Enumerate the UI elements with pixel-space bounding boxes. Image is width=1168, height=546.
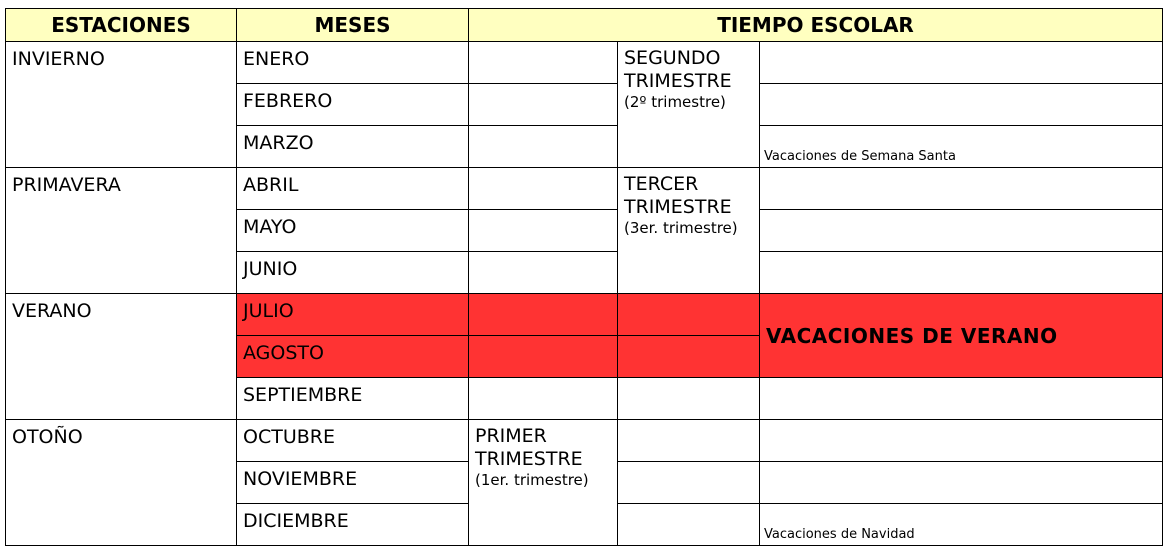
empty-cell [469,378,618,420]
note-vacaciones-verano: VACACIONES DE VERANO [760,294,1163,378]
month-septiembre: SEPTIEMBRE [237,378,469,420]
table-row [6,420,1163,462]
term-segundo-sub: (2º trimestre) [624,93,726,111]
month-julio: JULIO [237,294,469,336]
empty-cell [469,210,618,252]
empty-cell [469,42,618,84]
term-primer-sub: (1er. trimestre) [475,471,589,489]
empty-cell [618,504,760,546]
school-calendar-table [5,8,1163,546]
header-meses: MESES [237,9,469,42]
term-segundo [618,42,760,168]
month-noviembre: NOVIEMBRE [237,462,469,504]
month-octubre: OCTUBRE [237,420,469,462]
summer-cell [469,294,618,336]
table-row [6,168,1163,210]
month-agosto: AGOSTO [237,336,469,378]
header-row [6,9,1163,42]
empty-cell [760,420,1163,462]
note-semana-santa: Vacaciones de Semana Santa [760,126,1163,168]
term-tercer-line1: TERCER [624,173,699,195]
empty-cell [469,252,618,294]
month-marzo: MARZO [237,126,469,168]
term-tercer [618,168,760,294]
season-otono: OTOÑO [6,420,237,546]
note-navidad: Vacaciones de Navidad [760,504,1163,546]
term-segundo-line1: SEGUNDO [624,47,721,69]
term-primer-line1: PRIMER [475,425,547,447]
empty-cell [618,378,760,420]
empty-cell [760,252,1163,294]
term-tercer-sub: (3er. trimestre) [624,219,738,237]
term-primer [469,420,618,546]
month-junio: JUNIO [237,252,469,294]
summer-cell [618,336,760,378]
header-tiempo-escolar: TIEMPO ESCOLAR [469,9,1163,42]
empty-cell [760,462,1163,504]
month-abril: ABRIL [237,168,469,210]
season-invierno: INVIERNO [6,42,237,168]
season-verano: VERANO [6,294,237,420]
header-estaciones: ESTACIONES [6,9,237,42]
summer-cell [469,336,618,378]
month-enero: ENERO [237,42,469,84]
empty-cell [618,420,760,462]
month-mayo: MAYO [237,210,469,252]
table-row [6,294,1163,336]
month-febrero: FEBRERO [237,84,469,126]
empty-cell [618,462,760,504]
empty-cell [760,378,1163,420]
empty-cell [760,84,1163,126]
empty-cell [469,168,618,210]
empty-cell [469,126,618,168]
season-primavera: PRIMAVERA [6,168,237,294]
empty-cell [760,210,1163,252]
month-diciembre: DICIEMBRE [237,504,469,546]
table-row [6,42,1163,84]
empty-cell [760,42,1163,84]
term-tercer-line2: TRIMESTRE [624,196,732,218]
term-primer-line2: TRIMESTRE [475,448,583,470]
empty-cell [469,84,618,126]
summer-cell [618,294,760,336]
empty-cell [760,168,1163,210]
term-segundo-line2: TRIMESTRE [624,70,732,92]
